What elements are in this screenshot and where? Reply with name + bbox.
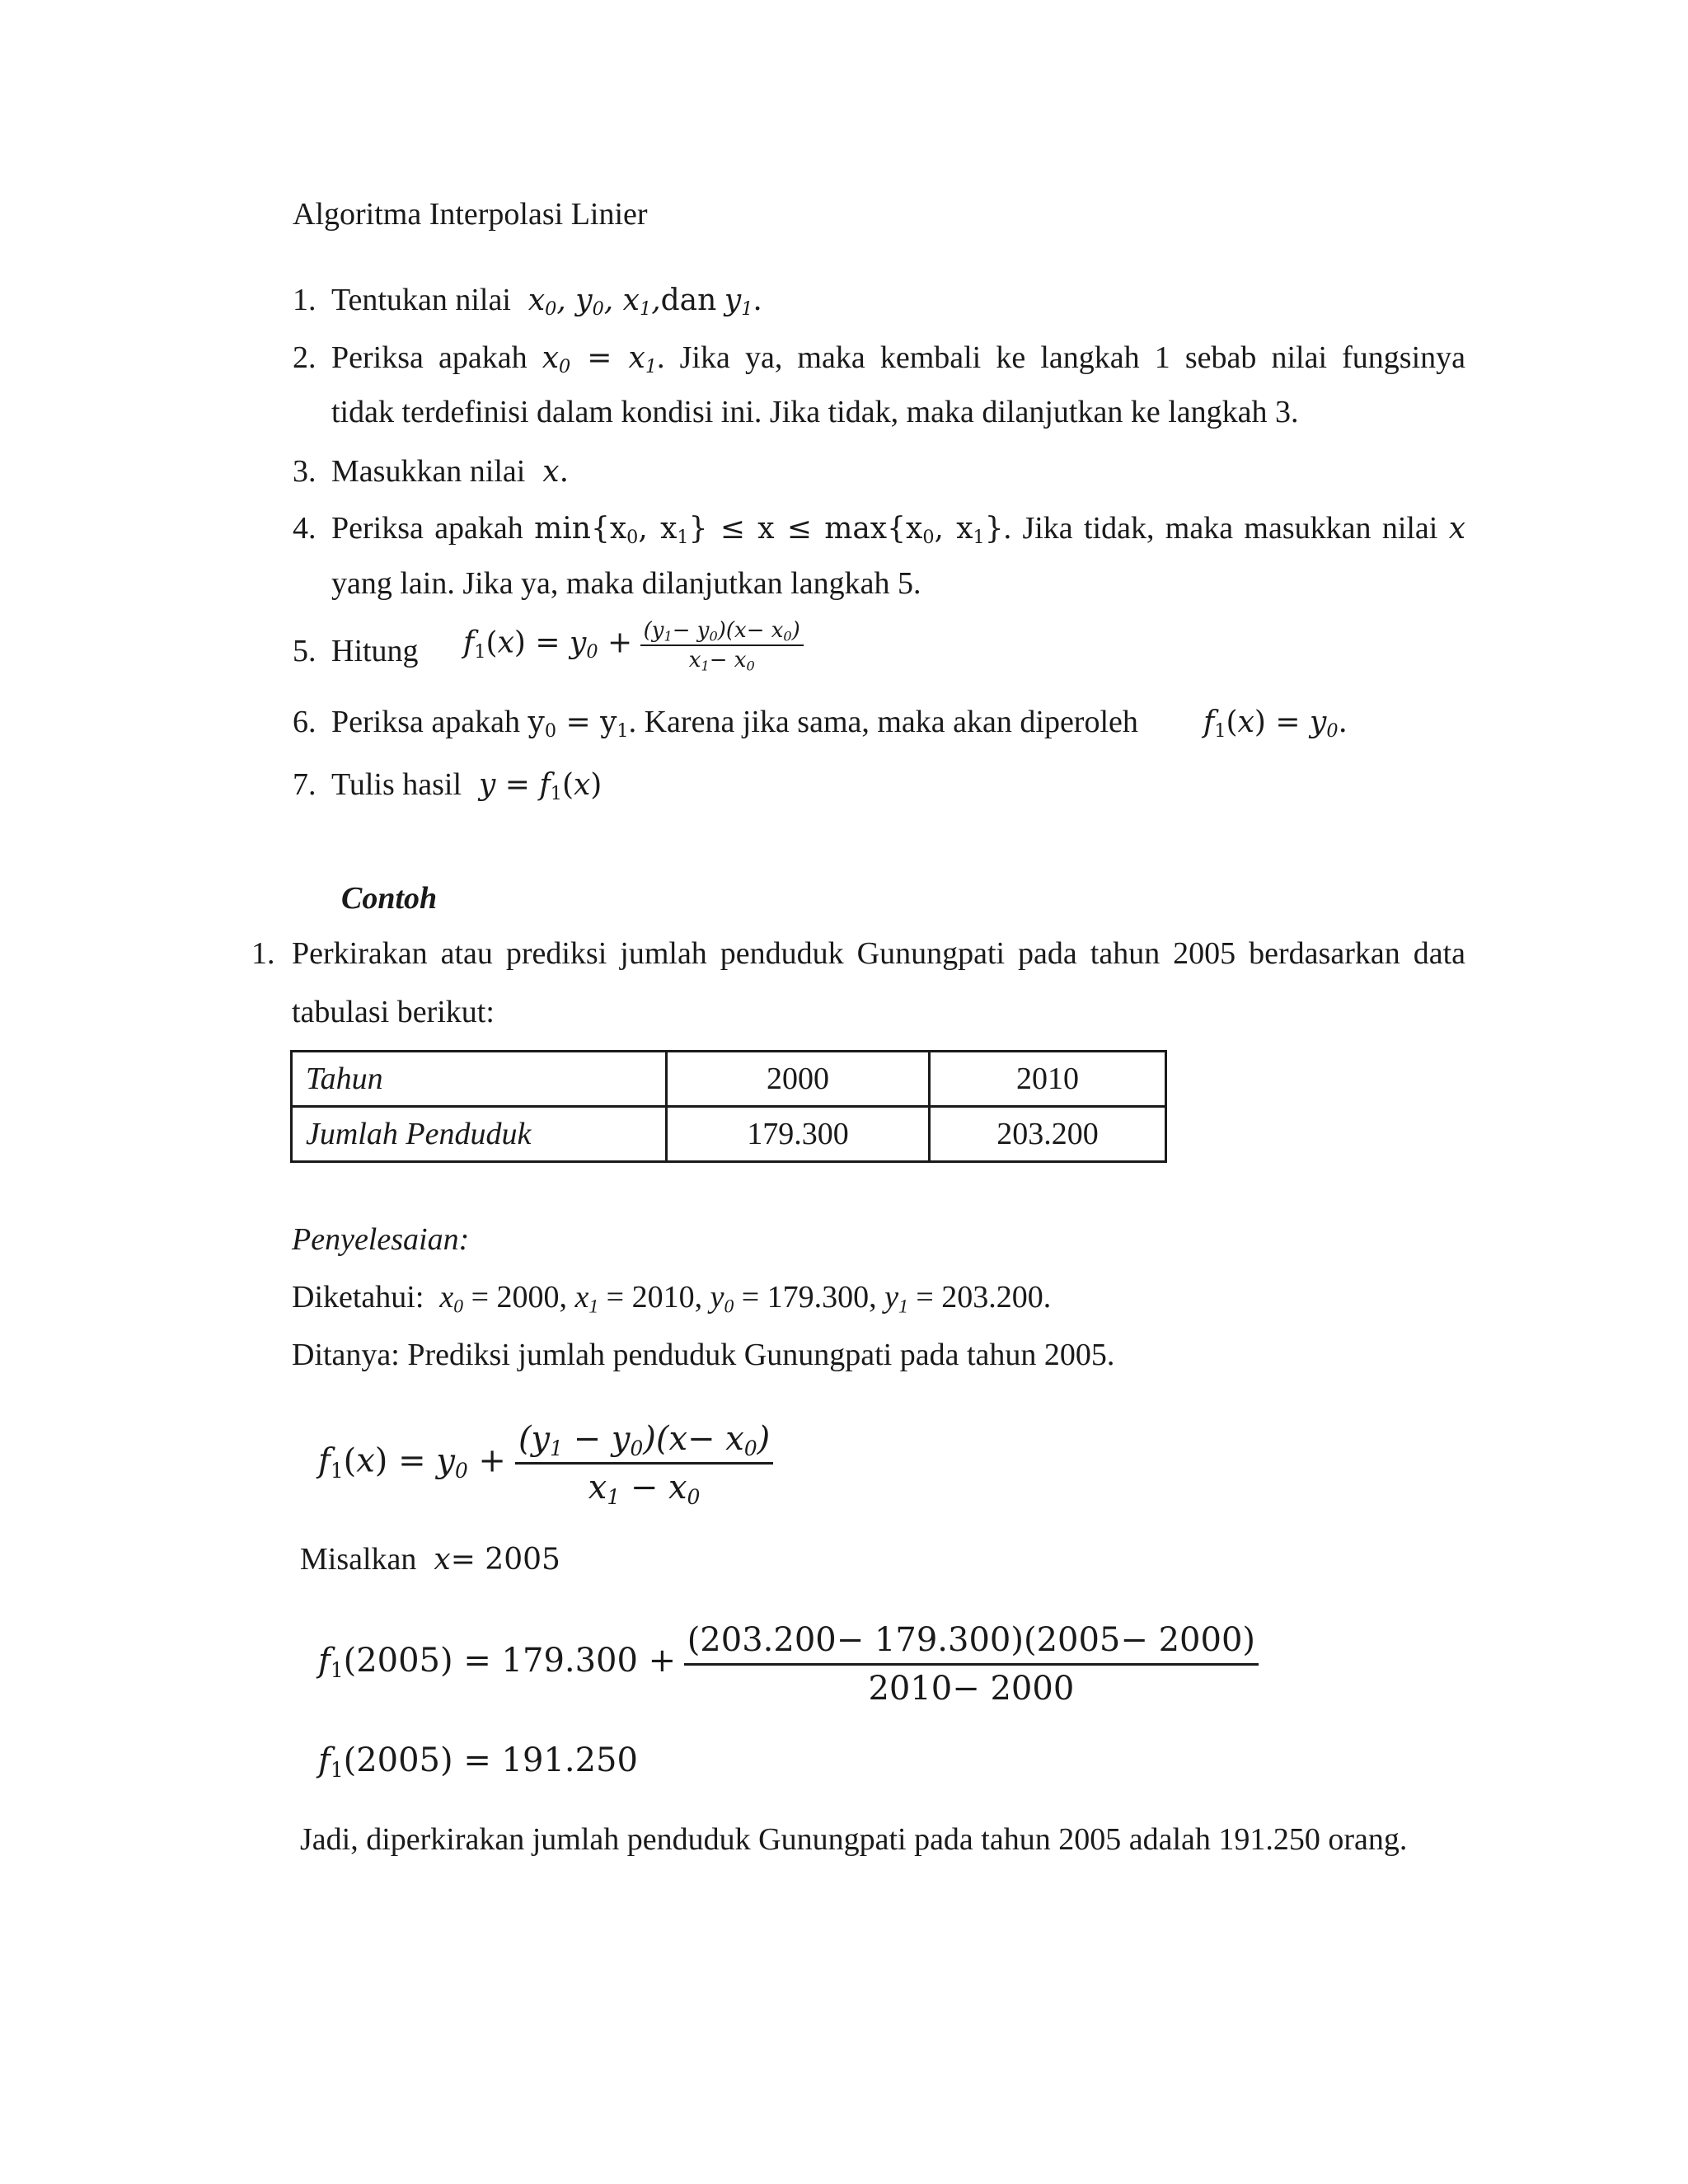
table-cell: 203.200 bbox=[930, 1107, 1166, 1162]
step-1-number: 1. bbox=[293, 283, 316, 317]
table-cell: 179.300 bbox=[667, 1107, 930, 1162]
step-6-formula: $f_1(x) = y_0$. bbox=[1203, 705, 1348, 743]
step-1-text: Tentukan nilai bbox=[331, 283, 511, 317]
step-6: Periksa apakah $y_0 = y_1$. Karena jika sama, maka akan diperoleh bbox=[331, 705, 1138, 743]
known-line: Diketahui: $x_0 = 2000$, $x_1 = 2010$, $y_0 = 179.300$, $y_1 = 203.200$. bbox=[292, 1280, 1052, 1318]
step-2-line-1: Periksa apakah $x_0 = x_1$. Jika ya, maka kembali ke langkah 1 sebab nilai fungsinya bbox=[331, 340, 1465, 378]
step-6-number: 6. bbox=[293, 705, 316, 739]
example-line-2: tabulasi berikut: bbox=[292, 995, 495, 1029]
step-3: Masukkan nilai x. bbox=[331, 454, 570, 489]
example-number: 1. bbox=[251, 936, 275, 971]
step-4-line-2: yang lain. Jika ya, maka dilanjutkan langkah 5. bbox=[331, 566, 921, 601]
step-7: Tulis hasil $y = f_1(x)$ bbox=[331, 767, 603, 805]
step-1: Tentukan nilai $x_0$, $y_0$, $x_1,dan$ $y_1$. bbox=[331, 283, 762, 321]
let-line: Misalkan x= 2005 bbox=[300, 1542, 560, 1577]
solution-label: Penyelesaian: bbox=[292, 1222, 470, 1257]
page-title: Algoritma Interpolasi Linier bbox=[293, 197, 648, 232]
step-5-formula: $f_1(x) = y_0$ + $\frac{(y_1- y_0)(x- x_0)}{x_1- x_0}$ bbox=[463, 616, 804, 674]
step-2-number: 2. bbox=[293, 340, 316, 375]
table-cell: Tahun bbox=[292, 1052, 667, 1107]
step-7-number: 7. bbox=[293, 767, 316, 802]
calculation-formula: $f_1(2005) = 179.300$ + $\frac{(203.200- 179.300)(2005- 2000)}{2010- 2000}$ bbox=[318, 1617, 1259, 1712]
step-4-number: 4. bbox=[293, 511, 316, 546]
population-table bbox=[290, 1050, 1167, 1163]
step-5-number: 5. bbox=[293, 634, 316, 668]
step-4-line-1: Periksa apakah $\min\{x_0$, $x_1\} \le x \le \max\{x_0$, $x_1$}. Jika tidak, maka masukkan nilai x bbox=[331, 511, 1465, 549]
asked-line: Ditanya: Prediksi jumlah penduduk Gunungpati pada tahun 2005. bbox=[292, 1338, 1115, 1372]
table-cell: Jumlah Penduduk bbox=[292, 1107, 667, 1162]
step-2-line-2: tidak terdefinisi dalam kondisi ini. Jika tidak, maka dilanjutkan ke langkah 3. bbox=[331, 395, 1299, 429]
example-heading: Contoh bbox=[341, 881, 438, 916]
table-cell: 2000 bbox=[667, 1052, 930, 1107]
interpolation-formula: $f_1(x) = y_0$ + $\frac{(y_1 - y_0)(x- x_0)}{x_1 - x_0}$ bbox=[318, 1416, 773, 1511]
step-3-number: 3. bbox=[293, 454, 316, 489]
table-row bbox=[292, 1052, 1166, 1107]
result-formula: $f_1(2005) = 191.250$ bbox=[318, 1741, 638, 1782]
table-row bbox=[292, 1107, 1166, 1162]
step-5-label: Hitung bbox=[331, 634, 419, 668]
conclusion: Jadi, diperkirakan jumlah penduduk Gunungpati pada tahun 2005 adalah 191.250 orang. bbox=[300, 1822, 1408, 1857]
example-line-1: Perkirakan atau prediksi jumlah penduduk Gunungpati pada tahun 2005 berdasarkan data bbox=[292, 936, 1465, 971]
table-cell: 2010 bbox=[930, 1052, 1166, 1107]
